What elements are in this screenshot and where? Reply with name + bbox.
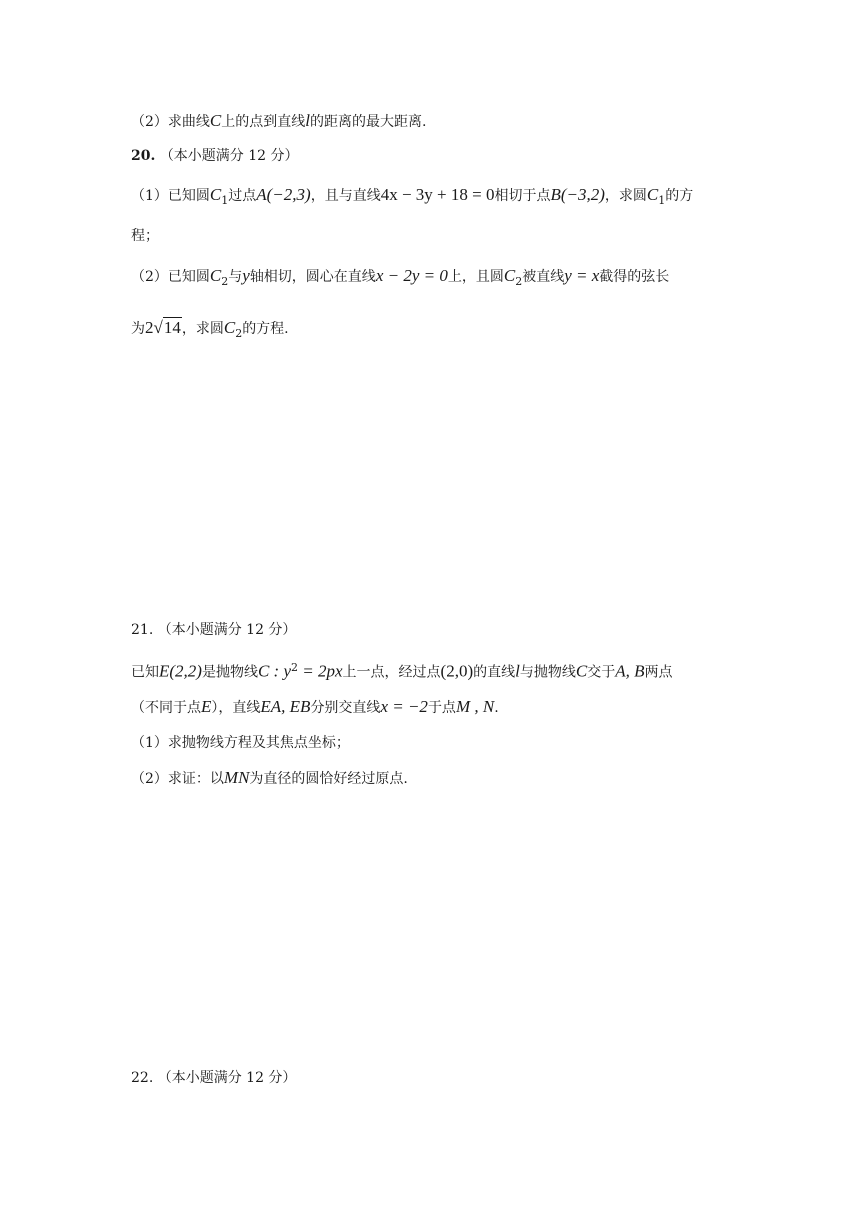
text: （1）求抛物线方程及其焦点坐标； — [131, 735, 350, 751]
question-number: 20. — [131, 148, 156, 164]
text: 为直径的圆恰好经过原点. — [249, 771, 408, 787]
q20-part1-line1 — [131, 185, 693, 211]
score-note: （本小题满分 12 分） — [157, 622, 297, 638]
q22-heading — [131, 1068, 296, 1088]
score-note: （本小题满分 12 分） — [159, 148, 299, 164]
math-lines: EA, EB — [260, 697, 311, 716]
text: 程； — [131, 228, 159, 244]
math-points-mn: M , N — [455, 697, 495, 716]
math-circle: C — [223, 318, 236, 337]
math-line: l — [515, 661, 520, 681]
score-note: （本小题满分 12 分） — [157, 1070, 297, 1086]
text: 的直线 — [473, 664, 516, 681]
subscript: 1 — [221, 193, 229, 207]
coefficient: 2 — [145, 318, 154, 337]
q19-part2 — [131, 111, 426, 132]
math-equation: x − 2y = 0 — [375, 266, 448, 285]
text: （2）求证：以 — [131, 771, 224, 787]
q20-part2-line2 — [131, 318, 289, 344]
text: （2）求曲线 — [131, 114, 210, 130]
text: ，求圆 — [181, 321, 224, 337]
math-parabola: C : y — [257, 661, 292, 681]
superscript: 2 — [291, 661, 299, 674]
text: 与 — [228, 269, 243, 285]
text: . — [494, 700, 499, 716]
q20-heading — [131, 146, 299, 166]
math-points-ab: A, B — [615, 661, 645, 681]
q20-part2-line1 — [131, 266, 669, 292]
text: 是抛物线 — [201, 664, 258, 681]
math-circle: C — [646, 185, 659, 204]
subscript: 1 — [658, 193, 666, 207]
math-curve: C — [575, 661, 588, 681]
text: （1）已知圆 — [131, 188, 210, 204]
q20-part1-line2 — [131, 226, 159, 246]
math-equation: x = −2 — [380, 697, 428, 716]
math-equation: y = x — [564, 266, 600, 285]
math-axis: y — [242, 266, 250, 285]
text: 为 — [131, 321, 145, 337]
text: 两点 — [644, 664, 673, 681]
q21-heading — [131, 620, 296, 640]
text: 于点 — [427, 700, 456, 716]
math-equation: 4x − 3y + 18 = 0 — [380, 185, 495, 204]
math-point-a: A(−2,3) — [256, 185, 311, 204]
text: 的距离的最大距离. — [310, 114, 427, 130]
math-circle: C — [209, 266, 222, 285]
text: 被直线 — [522, 269, 565, 285]
math-point-b: B(−3,2) — [550, 185, 605, 204]
subscript: 2 — [515, 274, 523, 288]
question-number: 21. — [131, 622, 154, 638]
text: 上，且圆 — [447, 269, 504, 285]
text: 交于 — [587, 664, 616, 681]
radicand: 14 — [163, 318, 181, 337]
math-line: l — [305, 111, 310, 130]
text: 上的点到直线 — [221, 114, 306, 130]
subscript: 2 — [221, 274, 229, 288]
text: 截得的弦长 — [599, 269, 670, 285]
q21-part1 — [131, 733, 350, 753]
text: 上一点，经过点 — [342, 664, 441, 681]
math-parabola-rest: = 2px — [298, 661, 343, 681]
math-circle: C — [209, 185, 222, 204]
text: 的方 — [665, 188, 694, 204]
subscript: 2 — [235, 326, 243, 340]
text: ，求圆 — [604, 188, 647, 204]
math-circle: C — [503, 266, 516, 285]
text: 过点 — [228, 188, 257, 204]
text: 轴相切，圆心在直线 — [249, 269, 376, 285]
math-curve: C — [209, 111, 222, 130]
q21-line1 — [131, 658, 672, 683]
text: 相切于点 — [494, 188, 551, 204]
math-point-e: E — [201, 697, 212, 716]
math-segment-mn: MN — [223, 768, 250, 787]
math-sqrt: 2√14 — [145, 318, 181, 337]
math-point-e: E(2,2) — [159, 661, 202, 681]
text: 的方程. — [242, 321, 289, 337]
question-number: 22. — [131, 1070, 154, 1086]
text: ，且与直线 — [310, 188, 381, 204]
math-point: (2,0) — [440, 661, 474, 681]
text: 已知 — [131, 664, 159, 681]
text: 分别交直线 — [310, 700, 381, 716]
text: 与抛物线 — [519, 664, 576, 681]
q21-line2 — [131, 697, 499, 718]
text: （2）已知圆 — [131, 269, 210, 285]
q21-part2 — [131, 768, 408, 789]
text: （不同于点 — [131, 700, 201, 716]
text: ），直线 — [211, 700, 261, 716]
